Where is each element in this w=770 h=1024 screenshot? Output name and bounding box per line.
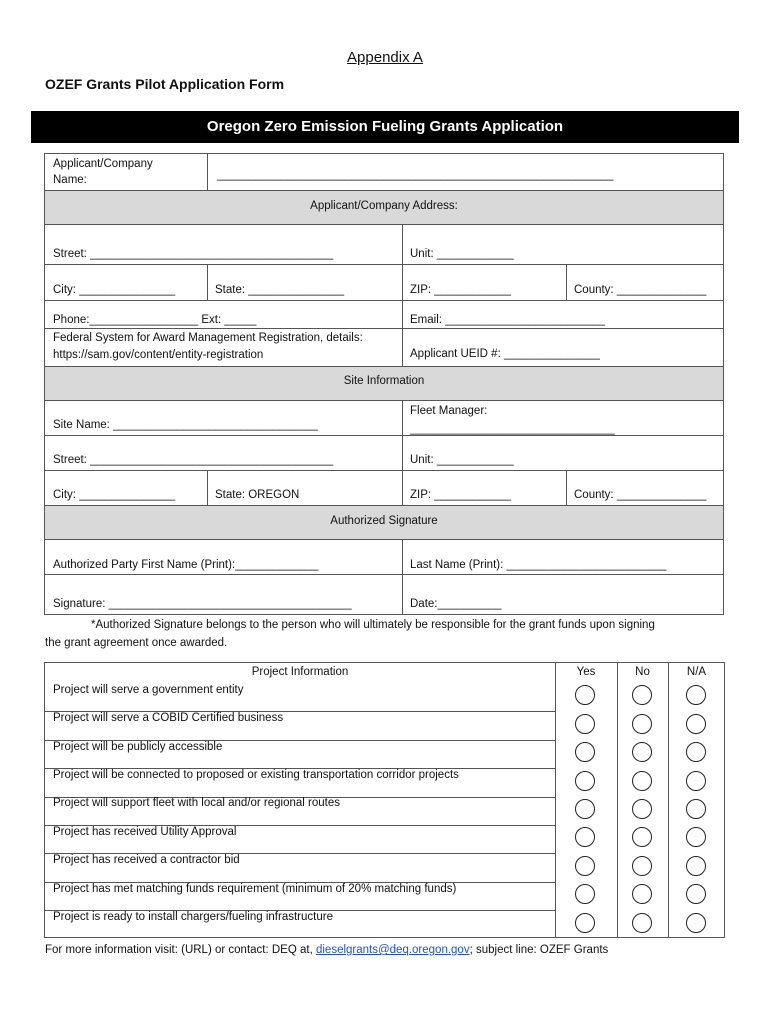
site-state-field: State: OREGON xyxy=(215,489,300,501)
radio-no[interactable] xyxy=(632,799,652,819)
footer-suffix: ; subject line: OZEF Grants xyxy=(469,944,609,956)
radio-na[interactable] xyxy=(686,799,706,819)
signature-note xyxy=(45,616,725,652)
radio-na[interactable] xyxy=(686,714,706,734)
radio-na[interactable] xyxy=(686,884,706,904)
fleet-manager-field[interactable] xyxy=(402,402,722,438)
application-banner: Oregon Zero Emission Fueling Grants Application xyxy=(31,111,739,143)
no-column-header: No xyxy=(635,666,650,678)
radio-no[interactable] xyxy=(632,827,652,847)
radio-na[interactable] xyxy=(686,685,706,705)
radio-yes[interactable] xyxy=(575,771,595,791)
row-divider xyxy=(45,539,723,540)
form-title: OZEF Grants Pilot Application Form xyxy=(45,76,285,92)
applicant-state-field[interactable]: State: _______________ xyxy=(215,284,345,296)
radio-no[interactable] xyxy=(632,856,652,876)
row-divider xyxy=(45,366,723,367)
radio-yes[interactable] xyxy=(575,799,595,819)
row-divider xyxy=(45,505,723,506)
applicant-county-field[interactable]: County: ______________ xyxy=(574,284,707,296)
project-row-label: Project has received a contractor bid xyxy=(53,854,240,866)
sam-registration-text xyxy=(45,330,402,364)
row-divider xyxy=(45,328,723,329)
radio-yes[interactable] xyxy=(575,856,595,876)
applicant-name-label-line1: Applicant/Company xyxy=(53,158,153,170)
address-section-header: Applicant/Company Address: xyxy=(310,200,458,212)
signature-field[interactable]: Signature: ______________________________________ xyxy=(53,598,352,610)
site-zip-field[interactable]: ZIP: ____________ xyxy=(410,489,512,501)
radio-no[interactable] xyxy=(632,913,652,933)
radio-yes[interactable] xyxy=(575,827,595,847)
radio-na[interactable] xyxy=(686,913,706,933)
applicant-city-field[interactable]: City: _______________ xyxy=(53,284,176,296)
site-city-field[interactable]: City: _______________ xyxy=(53,489,176,501)
applicant-phone-field[interactable]: Phone:_________________ Ext: _____ xyxy=(53,314,257,326)
signature-note-line2: the grant agreement once awarded. xyxy=(45,637,228,649)
radio-na[interactable] xyxy=(686,771,706,791)
row-divider xyxy=(45,400,723,401)
site-county-field[interactable]: County: ______________ xyxy=(574,489,707,501)
radio-na[interactable] xyxy=(686,856,706,876)
applicant-name-field[interactable]: ______________________________________________________________ xyxy=(217,169,614,181)
appendix-title: Appendix A xyxy=(347,49,423,66)
project-row-label: Project has received Utility Approval xyxy=(53,826,237,838)
project-row-label: Project is ready to install chargers/fueling infrastructure xyxy=(53,911,333,923)
col-divider xyxy=(207,154,208,190)
col-divider xyxy=(668,663,669,937)
sam-registration-url: https://sam.gov/content/entity-registration xyxy=(53,349,264,361)
row-divider xyxy=(45,574,723,575)
applicant-email-field[interactable]: Email: _________________________ xyxy=(410,314,606,326)
project-row-label: Project has met matching funds requirement (minimum of 20% matching funds) xyxy=(53,883,457,895)
radio-yes[interactable] xyxy=(575,714,595,734)
radio-no[interactable] xyxy=(632,771,652,791)
first-name-field[interactable]: Authorized Party First Name (Print):_____________ xyxy=(53,559,319,571)
applicant-name-label xyxy=(45,156,207,188)
fleet-manager-label: Fleet Manager: xyxy=(410,405,488,417)
project-row-label: Project will be publicly accessible xyxy=(53,741,223,753)
project-information-table xyxy=(44,662,725,938)
col-divider xyxy=(555,663,556,937)
signature-section-header: Authorized Signature xyxy=(330,515,438,527)
fleet-manager-line[interactable]: ________________________________ xyxy=(410,423,615,435)
site-street-field[interactable]: Street: ______________________________________ xyxy=(53,454,334,466)
sam-registration-line1: Federal System for Award Management Registration, details: xyxy=(53,332,363,344)
project-row-label: Project will serve a COBID Certified business xyxy=(53,712,284,724)
applicant-street-field[interactable]: Street: ______________________________________ xyxy=(53,248,334,260)
radio-na[interactable] xyxy=(686,827,706,847)
row-divider xyxy=(45,190,723,191)
applicant-zip-field[interactable]: ZIP: ____________ xyxy=(410,284,512,296)
row-divider xyxy=(45,470,723,471)
site-section-header: Site Information xyxy=(343,375,425,387)
contact-footer xyxy=(45,944,608,956)
applicant-ueid-field[interactable]: Applicant UEID #: _______________ xyxy=(410,348,600,360)
site-name-field[interactable]: Site Name: ________________________________ xyxy=(53,419,318,431)
row-divider xyxy=(45,300,723,301)
radio-yes[interactable] xyxy=(575,913,595,933)
project-row-label: Project will support fleet with local and/or regional routes xyxy=(53,797,341,809)
applicant-unit-field[interactable]: Unit: ____________ xyxy=(410,248,514,260)
footer-prefix: For more information visit: (URL) or contact: DEQ at, xyxy=(45,944,316,956)
row-divider xyxy=(45,224,723,225)
na-column-header: N/A xyxy=(686,666,707,678)
signature-note-line1: *Authorized Signature belongs to the person who will ultimately be responsible for the grant funds upon signing xyxy=(91,619,655,631)
radio-yes[interactable] xyxy=(575,742,595,762)
applicant-name-label-line2: Name: xyxy=(53,174,87,186)
radio-yes[interactable] xyxy=(575,685,595,705)
row-divider xyxy=(45,264,723,265)
radio-no[interactable] xyxy=(632,884,652,904)
radio-yes[interactable] xyxy=(575,884,595,904)
radio-no[interactable] xyxy=(632,714,652,734)
project-row-label: Project will serve a government entity xyxy=(53,684,244,696)
contact-email-link[interactable]: dieselgrants@deq.oregon.gov xyxy=(315,944,470,956)
col-divider xyxy=(617,663,618,937)
radio-no[interactable] xyxy=(632,685,652,705)
radio-na[interactable] xyxy=(686,742,706,762)
radio-no[interactable] xyxy=(632,742,652,762)
applicant-form-grid xyxy=(44,153,724,615)
yes-column-header: Yes xyxy=(576,666,596,678)
site-unit-field[interactable]: Unit: ____________ xyxy=(410,454,514,466)
project-info-header: Project Information xyxy=(251,666,349,678)
last-name-field[interactable]: Last Name (Print): _________________________ xyxy=(410,559,667,571)
date-field[interactable]: Date:__________ xyxy=(410,598,502,610)
project-row-label: Project will be connected to proposed or existing transportation corridor projects xyxy=(53,769,459,781)
